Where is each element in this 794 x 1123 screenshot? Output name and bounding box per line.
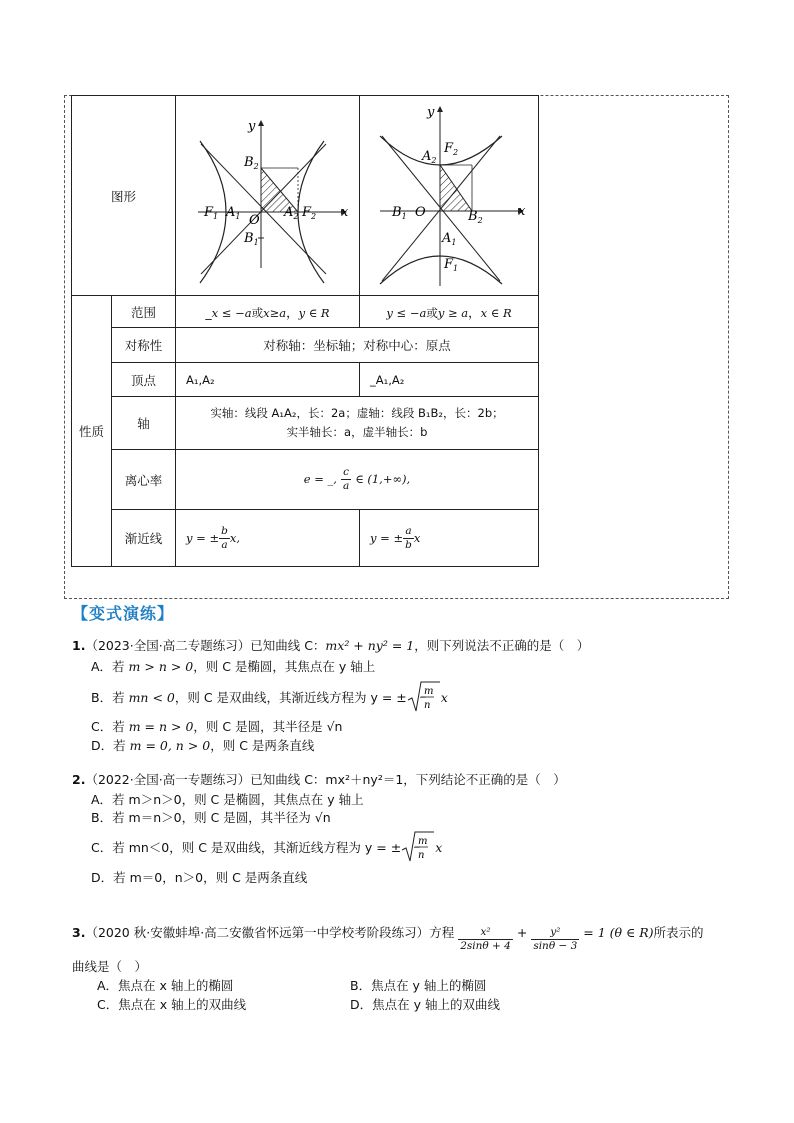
f2-label: $F_2$ [302, 205, 317, 221]
hyperbola-properties-table [71, 95, 539, 567]
y-arrow-icon [437, 106, 443, 112]
q1-option-c: C．若 m = n > 0，则 C 是圆，其半径是 √n [91, 719, 343, 734]
question-3-stem: 3.（2020 秋·安徽蚌埠·高二安徽省怀远第一中学校考阶段练习）方程 $\frac{\text{x²}}{2\sin\theta + 4}$ + $\frac{\text{y²}}{\sin\theta - 3}$ = 1 (θ ∈ R)所表示的 [72, 925, 704, 952]
b1-label: $B_1$ [244, 231, 259, 247]
a2-label: $A_2$ [422, 149, 437, 165]
y-label: y [248, 119, 256, 134]
upper-branch [380, 136, 502, 165]
fig-vertical-cell [360, 96, 539, 296]
question-2-stem: 2.（2022·全国·高一专题练习）已知曲线 C：mx²＋ny²＝1，下列结论不正确的是（ ） [72, 772, 566, 787]
a2-label: $A_2$ [284, 205, 299, 221]
a1-label: $A_1$ [442, 231, 457, 247]
b2-label: $B_2$ [244, 155, 259, 171]
row-range-name: 范围 [112, 296, 176, 328]
graph-label-cell [72, 96, 176, 296]
svg-text:m: m [423, 686, 434, 697]
vertex-g2: _A₁,A₂ [360, 363, 539, 397]
q3-option-b: B．焦点在 y 轴上的椭圆 [350, 978, 487, 993]
svg-text:m: m [418, 836, 428, 847]
question-3-stem-cont: 曲线是（ ） [72, 959, 148, 974]
svg-text:−: − [418, 693, 427, 703]
row-vertex-name: 顶点 [112, 363, 176, 397]
asymptote-g1: y = ± $\frac{b}{a}$ x, [176, 510, 360, 567]
sqrt-icon [407, 680, 441, 717]
row-symmetry-name: 对称性 [112, 328, 176, 363]
q1-option-d: D．若 m = 0, n > 0，则 C 是两条直线 [91, 738, 315, 753]
y-arrow-icon [258, 120, 264, 126]
row-asymptote-name: 渐近线 [112, 510, 176, 567]
q1-option-a: A．若 m > n > 0，则 C 是椭圆，其焦点在 y 轴上 [91, 659, 376, 674]
fig-horizontal-cell [176, 96, 360, 296]
range-g1: _x ≤ −a或x≥a，y ∈ R [176, 296, 360, 328]
o-label: O [415, 205, 426, 220]
fraction-x: $\frac{\text{x²}}{2\sin\theta + 4}$ [460, 926, 511, 952]
fraction-y: $\frac{\text{y²}}{\sin\theta - 3}$ [533, 926, 578, 952]
range-g2: y ≤ −a或y ≥ a，x ∈ R [360, 296, 539, 328]
f1-label: $F_1$ [444, 257, 459, 273]
graph-label: 图形 [110, 188, 136, 204]
row-axis-name: 轴 [112, 397, 176, 450]
hyperbola-vertical-figure [360, 96, 538, 292]
shaded-triangle [440, 165, 472, 211]
c-over-a: $\frac{c}{a}$ [342, 466, 350, 492]
x-label: x [518, 204, 526, 219]
q3-option-d: D．焦点在 y 轴上的双曲线 [350, 997, 500, 1012]
x-label: x [341, 205, 349, 220]
svg-text:n: n [423, 700, 431, 711]
q2-option-c: C．若 mn＜0，则 C 是双曲线，其渐近线方程为 y = ± m n − x [91, 830, 442, 867]
svg-text:n: n [418, 850, 425, 861]
props-label: 性质 [78, 424, 104, 439]
row-eccentricity-name: 离心率 [112, 450, 176, 510]
vertex-g1: A₁,A₂ [176, 363, 360, 397]
o-label: O [249, 213, 260, 228]
q3-option-a: A．焦点在 x 轴上的椭圆 [97, 978, 234, 993]
axis-value: 实轴：线段 A₁A₂，长：2a；虚轴：线段 B₁B₂，长：2b； 实半轴长：a，虚半轴长：b [176, 397, 539, 450]
props-label-cell [72, 296, 112, 567]
f1-label: $F_1$ [204, 205, 219, 221]
question-1-stem: 1.（2023·全国·高二专题练习）已知曲线 C：mx² + ny² = 1，则下列说法不正确的是（ ） [72, 638, 590, 653]
section-title: 【变式演练】 [72, 604, 175, 623]
q2-option-d: D．若 m＝0，n＞0，则 C 是两条直线 [91, 870, 308, 885]
q2-option-b: B．若 m＝n＞0，则 C 是圆，其半径为 √n [91, 810, 331, 825]
eccentricity-value: e = _, $\frac{c}{a}$ ∈ (1,+∞), [176, 450, 539, 510]
hyperbola-horizontal-figure [176, 96, 359, 292]
b1-label: $B_1$ [392, 205, 407, 221]
q2-option-a: A．若 m＞n＞0，则 C 是椭圆，其焦点在 y 轴上 [91, 792, 364, 807]
f2-label: $F_2$ [444, 141, 459, 157]
asymptote-g2: y = ± $\frac{a}{b}$ x [360, 510, 539, 567]
q3-option-c: C．焦点在 x 轴上的双曲线 [97, 997, 247, 1012]
sqrt-icon [401, 830, 435, 867]
b2-label: $B_2$ [468, 209, 483, 225]
symmetry-value: 对称轴：坐标轴；对称中心：原点 [176, 328, 539, 363]
svg-text:−: − [413, 843, 421, 853]
a1-label: $A_1$ [226, 205, 241, 221]
y-label: y [427, 105, 435, 120]
q1-option-b: B．若 mn < 0，则 C 是双曲线，其渐近线方程为 y = ± m n − x [91, 680, 448, 717]
